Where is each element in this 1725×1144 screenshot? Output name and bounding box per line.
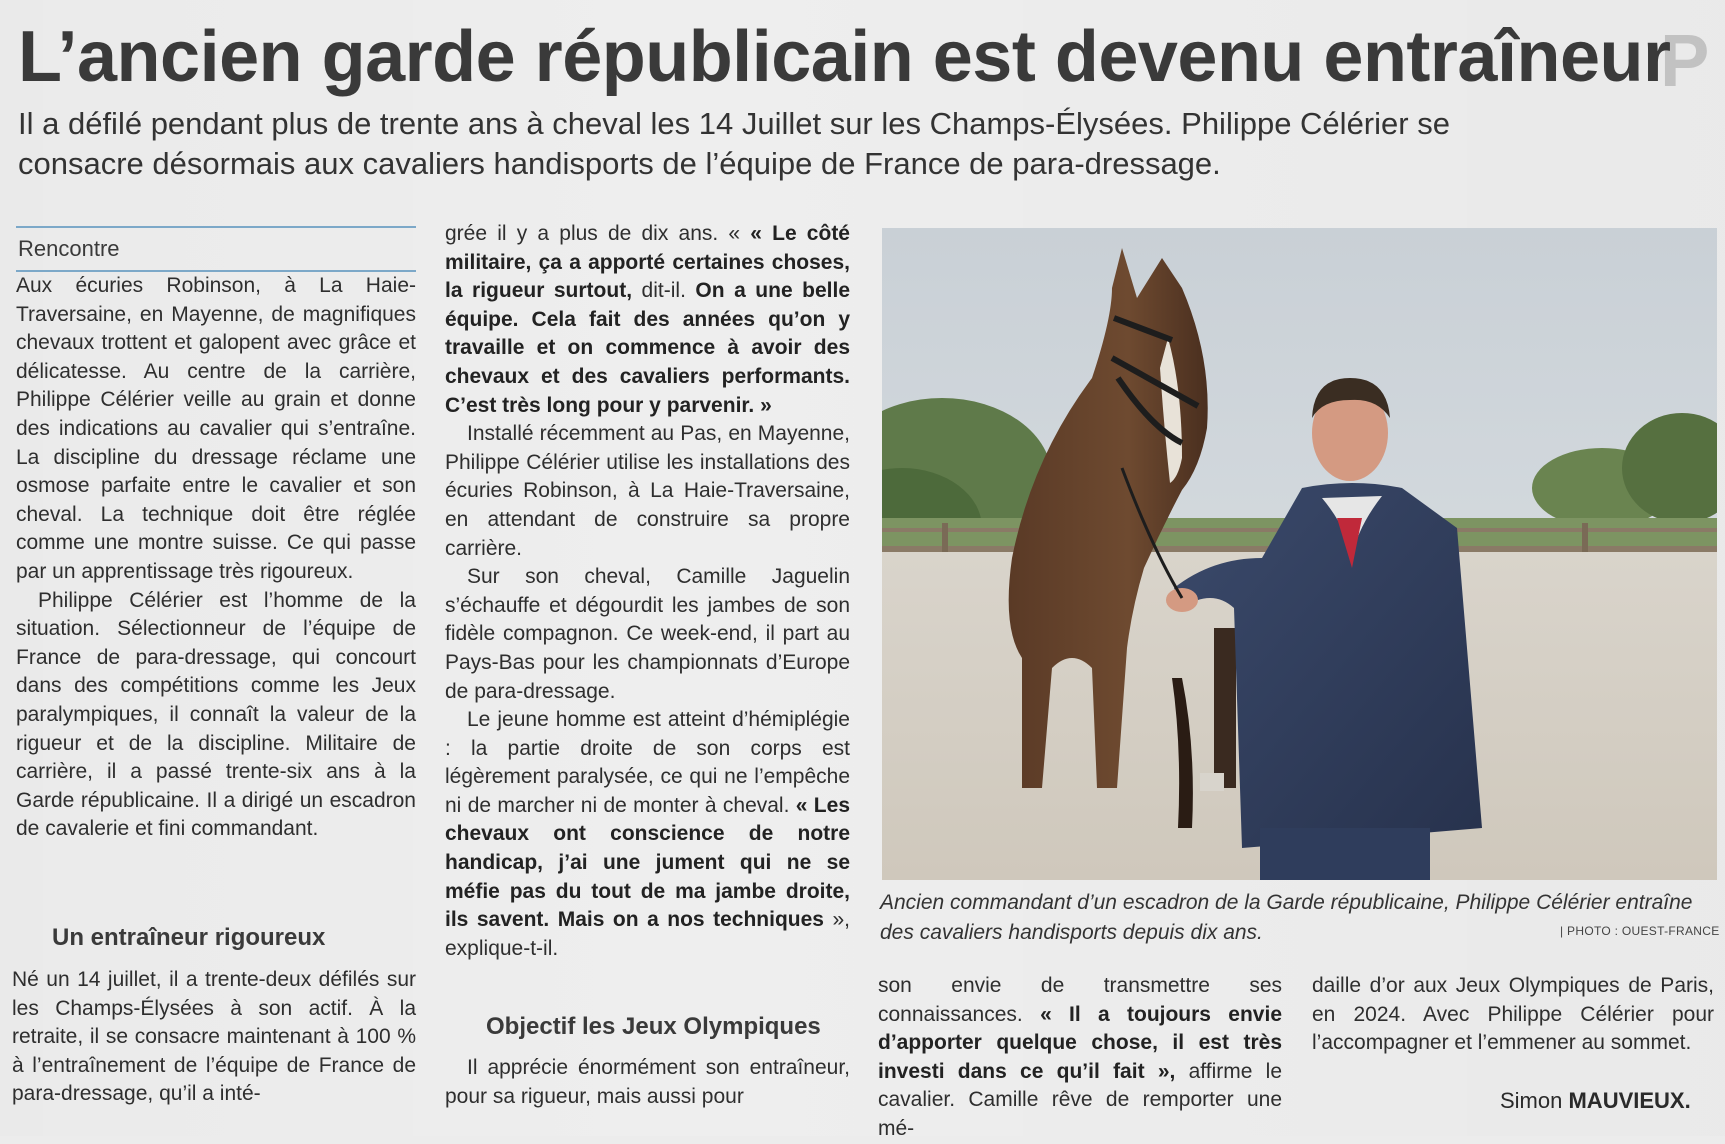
subheading: Un entraîneur rigoureux bbox=[52, 924, 326, 951]
quote-text: On a une belle équipe. Cela fait des années qu’on y travaille et on commence à avoir des chevaux et des cavaliers performants. C’est très long pour y parvenir. » bbox=[445, 279, 850, 417]
author-first-name: Simon bbox=[1500, 1088, 1569, 1113]
bleed-through-text: P bbox=[1660, 19, 1710, 102]
article-headline: L’ancien garde républicain est devenu entraîneur bbox=[18, 17, 1671, 97]
text-run: », explique-t-il. bbox=[445, 908, 850, 960]
paragraph bbox=[445, 220, 850, 420]
photo-credit: | PHOTO : OUEST-FRANCE bbox=[1560, 924, 1720, 938]
photo-horse-and-trainer bbox=[882, 228, 1717, 880]
text-run: dit-il. bbox=[632, 279, 696, 303]
author-last-name: MAUVIEUX. bbox=[1568, 1088, 1691, 1113]
paragraph: Il apprécie énormément son entraîneur, pour sa rigueur, mais aussi pour bbox=[445, 1056, 850, 1108]
rubric-box bbox=[16, 226, 416, 272]
text-run: grée il y a plus de dix ans. « bbox=[445, 222, 751, 245]
paragraph: Né un 14 juillet, il a trente-deux défilés sur les Champs-Élysées à son actif. À la retraite, il se consacre maintenant à 100 % à l’entraînement de l’équipe de France de para-dressage, qu’il a inté- bbox=[12, 968, 416, 1106]
column-3 bbox=[878, 972, 1282, 1144]
column-1-bottom bbox=[12, 966, 416, 1109]
article-lede: Il a défilé pendant plus de trente ans à cheval les 14 Juillet sur les Champs-Élysées. Philippe Célérier se consacre désormais aux cavaliers handisports de l’équipe de France de para-dressage. bbox=[18, 106, 1450, 181]
paragraph bbox=[878, 972, 1282, 1144]
article-photo bbox=[882, 228, 1717, 880]
quote-text: « Le côté militaire, ça a apporté certaines choses, la rigueur surtout, bbox=[445, 222, 850, 303]
column-1 bbox=[16, 272, 416, 844]
column-2-bottom bbox=[445, 1054, 850, 1111]
text-run: affirme le cavalier. Camille rêve de remporter une mé- bbox=[878, 1059, 1282, 1140]
quote-text: « Il a toujours envie d’apporter quelque chose, il est très investi dans ce qu’il fait », bbox=[878, 1002, 1282, 1083]
text-run: Le jeune homme est atteint d’hémiplégie : la partie droite de son corps est légèrement paralysée, ce qui ne l’empêche ni de marcher ni de monter à cheval. bbox=[445, 708, 850, 817]
paragraph: Sur son cheval, Camille Jaguelin s’échauffe et dégourdit les jambes de son fidèle compagnon. Ce week-end, il part au Pays-Bas pour les championnats d’Europe de para-dressage. bbox=[445, 565, 850, 703]
column-4 bbox=[1312, 972, 1714, 1058]
paragraph: daille d’or aux Jeux Olympiques de Paris, en 2024. Avec Philippe Célérier pour l’accompagner et l’emmener au sommet. bbox=[1312, 974, 1714, 1055]
quote-text: « Les chevaux ont conscience de notre handicap, j’ai une jument qui ne se méfie pas du tout de ma jambe droite, ils savent. Mais on a nos techniques bbox=[445, 793, 850, 932]
author-signature bbox=[1500, 1088, 1691, 1114]
column-2 bbox=[445, 220, 850, 963]
subheading: Objectif les Jeux Olympiques bbox=[486, 1013, 821, 1040]
paragraph bbox=[445, 706, 850, 963]
text-run: son envie de transmettre ses connaissances. bbox=[878, 974, 1282, 1026]
paragraph: Installé récemment au Pas, en Mayenne, Philippe Célérier utilise les installations des écuries Robinson, à La Haie-Traversaine, en attendant de construire sa propre carrière. bbox=[445, 422, 850, 560]
rubric-label: Rencontre bbox=[18, 236, 120, 261]
paragraph: Aux écuries Robinson, à La Haie-Traversaine, en Mayenne, de magnifiques chevaux trottent et galopent avec grâce et délicatesse. Au centre de la carrière, Philippe Célérier veille au grain et donne des indications au cavalier qui s’entraîne. La discipline du dressage réclame une osmose parfaite entre le cavalier et son cheval. La technique doit être réglée comme une montre suisse. Ce qui passe par un apprentissage très rigoureux. bbox=[16, 274, 416, 583]
photo-caption: Ancien commandant d’un escadron de la Garde républicaine, Philippe Célérier entraîne des cavaliers handisports depuis dix ans. bbox=[880, 891, 1693, 944]
paragraph: Philippe Célérier est l’homme de la situation. Sélectionneur de l’équipe de France de para-dressage, qui concourt dans des compétitions comme les Jeux paralympiques, il connaît la valeur de la rigueur et de la discipline. Militaire de carrière, il a passé trente-six ans à la Garde républicaine. Il a dirigé un escadron de cavalerie et fini commandant. bbox=[16, 588, 416, 841]
